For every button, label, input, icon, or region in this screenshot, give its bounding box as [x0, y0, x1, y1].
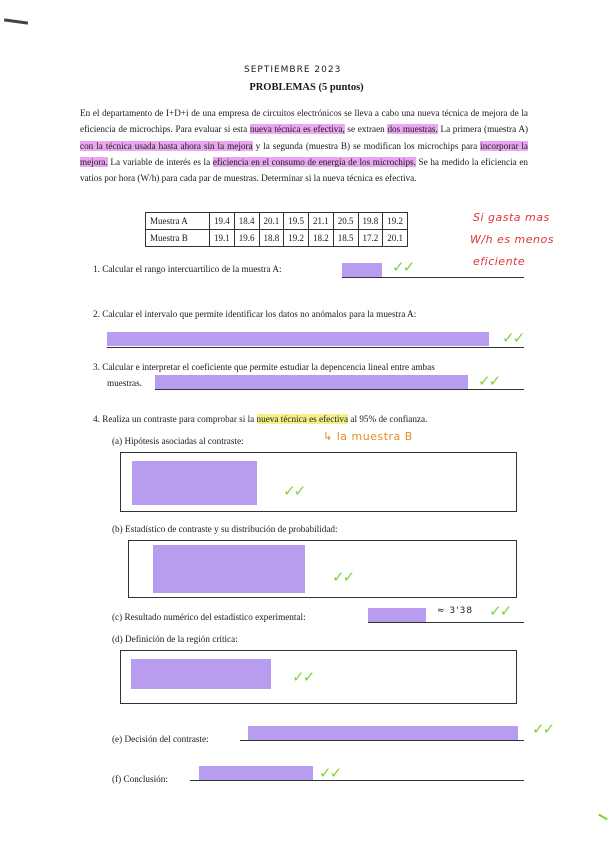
answer-line	[190, 780, 524, 781]
check-mark: ✓✓	[478, 372, 500, 390]
answer-line	[155, 389, 524, 390]
handwritten-result: ≈ 3'38	[437, 606, 474, 616]
question-4b: (b) Estadístico de contraste y su distribución de probabilidad:	[112, 524, 338, 534]
answer-line	[342, 277, 524, 278]
margin-note-3: eficiente	[473, 255, 526, 268]
redacted-answer	[248, 726, 518, 740]
check-mark: ✓✓	[392, 258, 414, 276]
redacted-answer	[199, 766, 313, 780]
check-mark: ✓✓	[489, 602, 511, 620]
header-date: SEPTIEMBRE 2023	[244, 65, 342, 75]
page-title: PROBLEMAS (5 puntos)	[249, 82, 364, 93]
redacted-answer	[132, 461, 257, 505]
answer-line	[107, 347, 524, 348]
pen-mark	[598, 814, 608, 821]
margin-note-2: W/h es menos	[470, 233, 554, 246]
data-table	[145, 212, 408, 247]
check-mark: ✓✓	[332, 568, 354, 586]
redacted-answer	[155, 375, 468, 389]
redacted-answer	[153, 545, 305, 593]
question-4: 4. Realiza un contraste para comprobar si la nueva técnica es efectiva al 95% de confianza.	[93, 414, 428, 424]
redacted-answer	[368, 608, 426, 622]
check-mark: ✓✓	[283, 482, 305, 500]
pen-mark	[4, 18, 28, 24]
question-4a: (a) Hipótesis asociadas al contraste:	[112, 436, 244, 446]
question-4e: (e) Decisión del contraste:	[112, 734, 209, 744]
check-mark: ✓✓	[292, 668, 314, 686]
answer-line	[240, 740, 524, 741]
question-3-line-1: 3. Calcular e interpretar el coeficiente que permite estudiar la depencencia lineal entre ambas	[93, 362, 435, 372]
answer-line	[368, 622, 524, 623]
redacted-answer	[107, 332, 489, 346]
problem-statement: En el departamento de I+D+i de una empresa de circuitos electrónicos se lleva a cabo una nueva técnica de mejora de la eficiencia de microchips. Para evaluar si esta nueva técnica es efectiva, se extraen dos muestras. La primera (muestra A) con la técnica usada hasta ahora sin la mejora y la segunda (muestra B) se modifican los microchips para incorporar la mejora. La variable de interés es la eficiencia en el consumo de energía de los microchips. Se ha medido la eficiencia en vatios por hora (W/h) para cada par de muestras. Determinar si la nueva técnica es efectiva.	[80, 108, 529, 184]
redacted-answer	[342, 263, 382, 277]
table-row: Muestra B 19.1 19.6 18.8 19.2 18.2 18.5 17.2 20.1	[146, 230, 408, 247]
question-4f: (f) Conclusión:	[112, 774, 168, 784]
check-mark: ✓✓	[502, 329, 524, 347]
question-4c: (c) Resultado numérico del estadístico experimental:	[112, 612, 306, 622]
question-1: 1. Calcular el rango intercuartílico de la muestra A:	[93, 264, 282, 274]
question-2: 2. Calcular el intervalo que permite identificar los datos no anómalos para la muestra A:	[93, 309, 417, 319]
note-muestra-b: ↳ la muestra B	[323, 430, 413, 443]
question-4d: (d) Definición de la región crítica:	[112, 634, 238, 644]
redacted-answer	[131, 659, 271, 689]
margin-note-1: Si gasta mas	[473, 211, 550, 224]
question-3-line-2: muestras.	[107, 378, 142, 388]
table-row: Muestra A 19.4 18.4 20.1 19.5 21.1 20.5 19.8 19.2	[146, 213, 408, 230]
check-mark: ✓✓	[532, 720, 554, 738]
check-mark: ✓✓	[319, 764, 341, 782]
